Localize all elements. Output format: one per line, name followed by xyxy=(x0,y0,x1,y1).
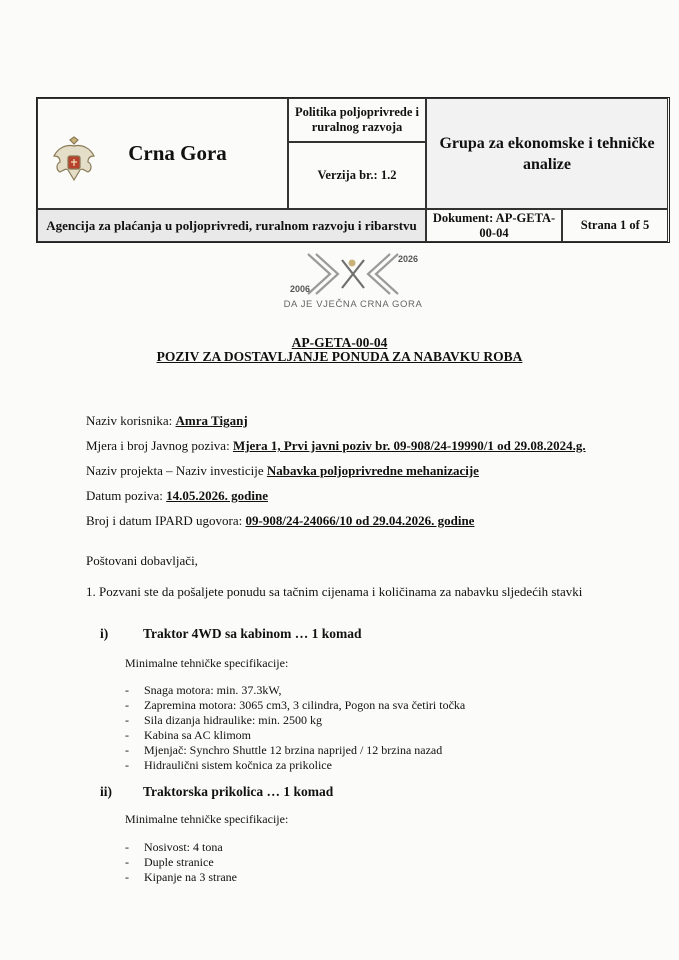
spec-item: - Nosivost: 4 tona xyxy=(125,840,223,854)
field-value: Nabavka poljoprivredne mehanizacije xyxy=(266,463,479,478)
agency-cell xyxy=(37,209,426,242)
logo-year-end: 2026 xyxy=(398,254,419,264)
spec-item: - Duple stranice xyxy=(125,855,214,869)
field-call-measure xyxy=(86,438,586,454)
intro-paragraph: 1. Pozvani ste da pošaljete ponudu sa tačnim cijenama i količinama za nabavku sljedećih stavki xyxy=(86,584,583,599)
field-label: Datum poziva: xyxy=(86,488,167,503)
field-label: Naziv korisnika: xyxy=(86,413,176,428)
agency-name: Agencija za plaćanja u poljoprivredi, ruralnom razvoju i ribarstvu xyxy=(46,217,417,233)
item-number: i) xyxy=(100,626,109,641)
field-project-name xyxy=(86,463,479,479)
field-value: Amra Tiganj xyxy=(175,413,248,428)
document-id-cell xyxy=(426,209,562,242)
policy-cell xyxy=(288,98,426,142)
item-title: Traktor 4WD sa kabinom … 1 komad xyxy=(143,626,362,641)
field-value: 14.05.2026. godine xyxy=(166,488,268,503)
field-label: Naziv projekta – Naziv investicije xyxy=(86,463,267,478)
greeting: Poštovani dobavljači, xyxy=(86,553,198,568)
group-name: Grupa za ekonomske i tehničke analize xyxy=(439,134,655,173)
logo-motto: DA JE VJEČNA CRNA GORA xyxy=(283,299,423,310)
spec-item: - Kabina sa AC klimom xyxy=(125,728,251,742)
field-label: Broj i datum IPARD ugovora: xyxy=(86,513,246,528)
spec-item: - Zapremina motora: 3065 cm3, 3 cilindra, Pogon na sva četiri točka xyxy=(125,698,466,712)
page-number-cell xyxy=(562,209,668,242)
version-number: Verzija br.: 1.2 xyxy=(317,168,397,182)
spec-item: - Sila dizanja hidraulike: min. 2500 kg xyxy=(125,713,322,727)
spec-item: - Kipanje na 3 strane xyxy=(125,870,237,884)
spec-item: - Snaga motora: min. 37.3kW, xyxy=(125,683,282,697)
spec-item: - Hidraulični sistem kočnica za prikolice xyxy=(125,758,332,772)
version-cell xyxy=(288,142,426,209)
anniversary-logo-icon xyxy=(268,250,438,310)
field-ipard-contract xyxy=(86,513,474,529)
item-number: ii) xyxy=(100,784,112,799)
spec-item: - Mjenjač: Synchro Shuttle 12 brzina naprijed / 12 brzina nazad xyxy=(125,743,443,757)
spec-label: Minimalne tehničke specifikacije: xyxy=(125,656,289,670)
document-id: Dokument: AP-GETA-00-04 xyxy=(432,210,556,240)
field-call-date xyxy=(86,488,268,504)
field-value: Mjera 1, Prvi javni poziv br. 09-908/24-19990/1 od 29.08.2024.g. xyxy=(232,438,586,453)
document-header-table xyxy=(36,97,670,243)
item-title: Traktorska prikolica … 1 komad xyxy=(143,784,334,799)
policy-name: Politika poljoprivrede i ruralnog razvoja xyxy=(294,105,420,134)
spec-label: Minimalne tehničke specifikacije: xyxy=(125,812,289,826)
coat-of-arms-icon xyxy=(48,134,100,186)
country-name: Crna Gora xyxy=(128,141,227,165)
field-value: 09-908/24-24066/10 od 29.04.2026. godine xyxy=(245,513,475,528)
field-beneficiary xyxy=(86,413,248,429)
document-title: POZIV ZA DOSTAVLJANJE PONUDA ZA NABAVKU ROBA xyxy=(156,349,523,364)
group-cell xyxy=(426,98,668,209)
document-code-title: AP-GETA-00-04 xyxy=(291,335,388,350)
field-label: Mjera i broj Javnog poziva: xyxy=(86,438,233,453)
page-number: Strana 1 of 5 xyxy=(580,218,650,232)
logo-year-start: 2006 xyxy=(290,284,311,294)
